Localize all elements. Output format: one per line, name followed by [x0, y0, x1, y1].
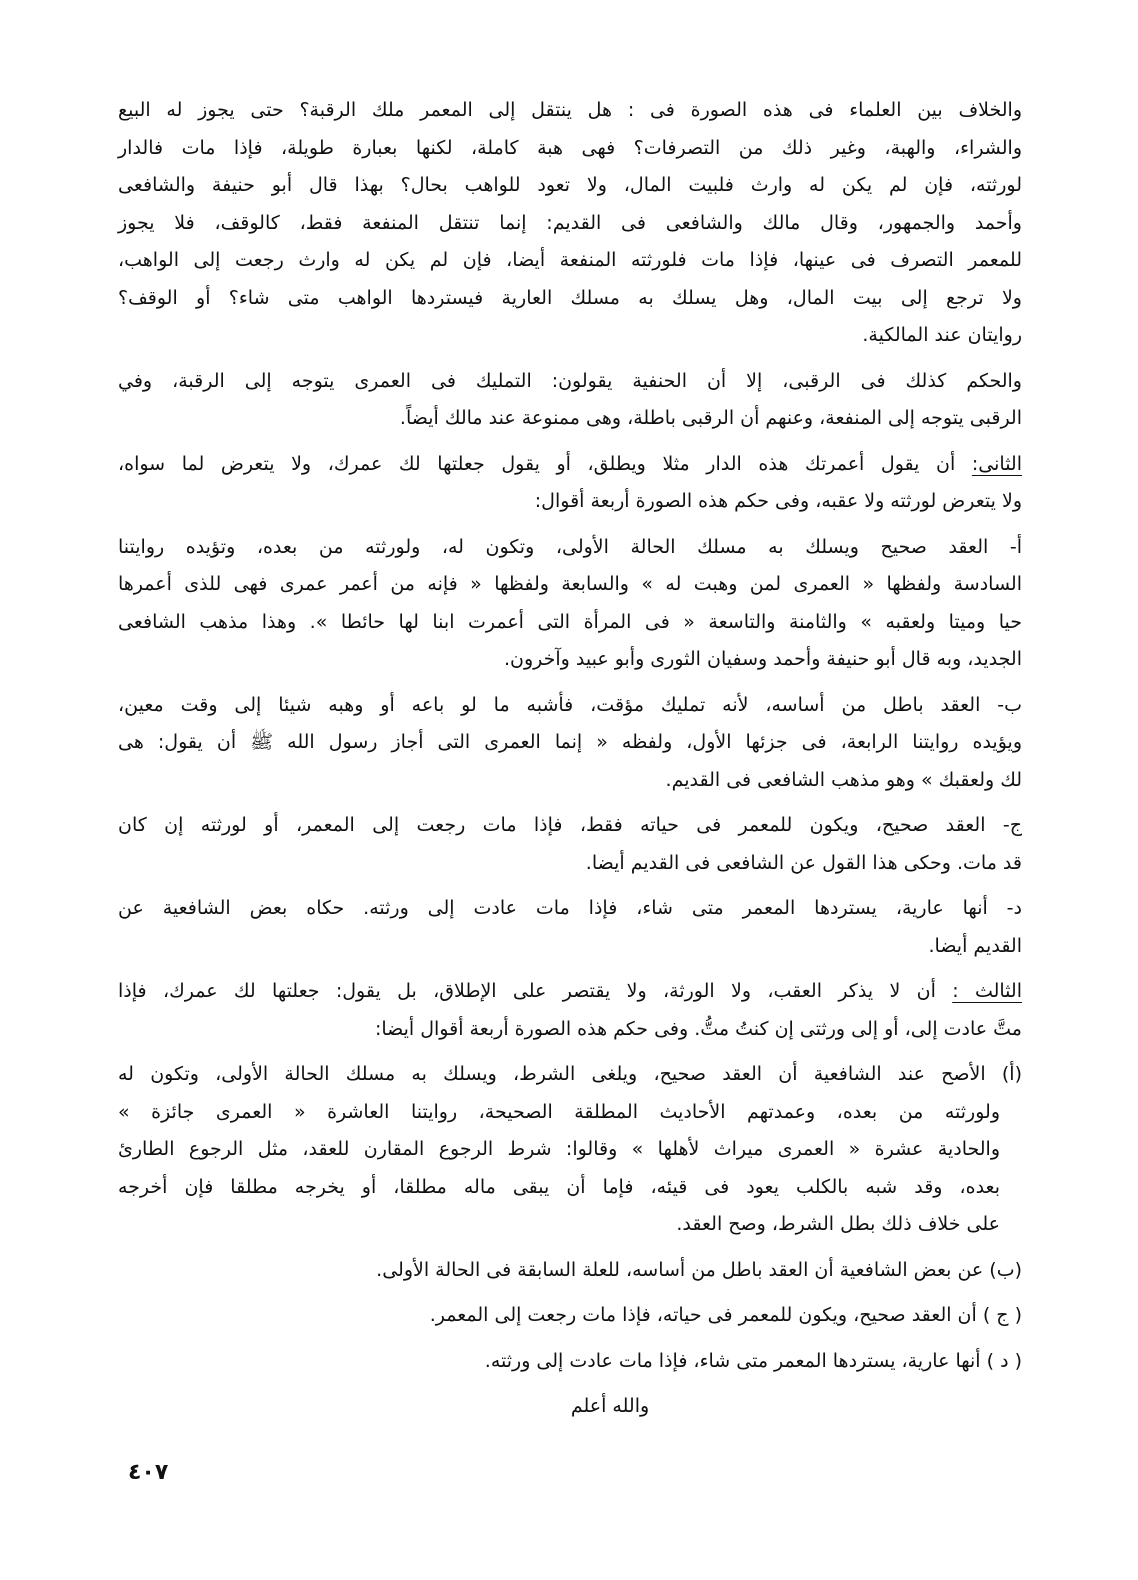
- text-line: قد مات. وحكى هذا القول عن الشافعى فى القديم أيضا.: [585, 851, 1022, 874]
- text-line: (أ) الأصح عند الشافعية أن العقد صحيح، ويلغى الشرط، ويسلك به مسلك الحالة الأولى، وتكون له: [118, 1063, 1022, 1085]
- text-line: ولا يتعرض لورثته ولا عقبه، وفى حكم هذه الصورة أربعة أقوال:: [534, 490, 1022, 512]
- text-line: [118, 446, 1022, 484]
- text-line: ( د ) أنها عارية، يستردها المعمر متى شاء، فإذا مات عادت إلى ورثته.: [484, 1349, 1022, 1372]
- text-line: السادسة ولفظها « العمرى لمن وهبت له » والسابعة ولفظها « فإنه من أعمر عمرى فهى للذى أعمرها: [118, 573, 1022, 595]
- section-heading: الثانى:: [971, 452, 1022, 475]
- text-line: ولا ترجع إلى بيت المال، وهل يسلك به مسلك العارية فيستردها الواهب متى شاء؟ أو الوقف؟: [118, 286, 1022, 309]
- text-line: الجديد، وبه قال أبو حنيفة وأحمد وسفيان الثورى وأبو عبيد وآخرون.: [503, 648, 1022, 670]
- text-line: بعده، وقد شبه بالكلب يعود فى قيئه، فإما أن يبقى ماله مطلقا، أو يخرجه مطلقا فإن أخرجه: [118, 1175, 1000, 1198]
- text-line: على خلاف ذلك بطل الشرط، وصح العقد.: [676, 1213, 1000, 1235]
- paragraph: [118, 973, 1022, 1048]
- text-line: للمعمر التصرف فى عينها، فإذا مات فلورثته المنفعة أيضا، فإن لم يكن له وارث رجعت إلى الواهب،: [118, 249, 1022, 271]
- paragraph: [118, 1343, 1022, 1381]
- text-line: الرقبى يتوجه إلى المنفعة، وعنهم أن الرقبى باطلة، وهى ممنوعة عند مالك أيضاً.: [399, 407, 1022, 429]
- text-line: وأحمد والجمهور، وقال مالك والشافعى فى القديم: إنما تنتقل المنفعة فقط، كالوقف، فلا يجوز: [118, 211, 1022, 234]
- paragraph: [118, 807, 1022, 882]
- text-line: لورثته، فإن لم يكن له وارث فلبيت المال، ولا تعود للواهب بحال؟ بهذا قال أبو حنيفة والشافعى: [118, 174, 1022, 196]
- section-heading: الثالث :: [952, 980, 1022, 1002]
- text-line: ( ج ) أن العقد صحيح، ويكون للمعمر فى حياته، فإذا مات رجعت إلى المعمر.: [429, 1304, 1022, 1326]
- text-line: ويؤيده روايتنا الرابعة، فى جزئها الأول، ولفظه « إنما العمرى التى أجاز رسول الله ﷺ أن يقول: هى: [118, 731, 1022, 753]
- paragraph: [118, 446, 1022, 521]
- text-line: ج- العقد صحيح، ويكون للمعمر فى حياته فقط، فإذا مات رجعت إلى المعمر، أو لورثته إن كان: [118, 814, 1022, 836]
- text-line: والحكم كذلك فى الرقبى، إلا أن الحنفية يقولون: التمليك فى العمرى يتوجه إلى الرقبة، وفي: [118, 369, 1022, 392]
- closing-phrase: والله أعلم: [570, 1395, 650, 1417]
- paragraph: [118, 1056, 1022, 1244]
- text-line: ولورثته من بعده، وعمدتهم الأحاديث المطلقة الصحيحة، روايتنا العاشرة « العمرى جائزة »: [118, 1100, 1000, 1123]
- text-line: [118, 973, 1022, 1011]
- text-line: والحادية عشرة « العمرى ميراث لأهلها » وقالوا: شرط الرجوع المقارن للعقد، مثل الرجوع الطارئ: [118, 1138, 1000, 1160]
- text-line: القديم أيضا.: [928, 934, 1022, 957]
- text-line: د- أنها عارية، يستردها المعمر متى شاء، فإذا مات عادت إلى ورثته. حكاه بعض الشافعية عن: [118, 897, 1022, 919]
- paragraph: [118, 363, 1022, 438]
- text-span: أن يقول أعمرتك هذه الدار مثلا ويطلق، أو يقول جعلتها لك عمرك، ولا يتعرض لما سواه،: [118, 452, 972, 475]
- document-body: [118, 92, 1022, 1426]
- paragraph: [118, 687, 1022, 800]
- text-span: أن لا يذكر العقب، ولا الورثة، ولا يقتصر على الإطلاق، بل يقول: جعلتها لك عمرك، فإذا: [118, 980, 953, 1002]
- paragraph: [118, 1297, 1022, 1335]
- text-line: ب- العقد باطل من أساسه، لأنه تمليك مؤقت، فأشبه ما لو باعه أو وهبه شيئا إلى وقت معين،: [118, 693, 1022, 716]
- text-line: متَّ عادت إلى، أو إلى ورثتى إن كنتُ متُّ. وفى حكم هذه الصورة أربعة أقوال أيضا:: [374, 1017, 1022, 1040]
- paragraph: [118, 92, 1022, 355]
- paragraph: [118, 890, 1022, 965]
- paragraph: [118, 529, 1022, 679]
- text-line: والشراء، والهبة، وغير ذلك من التصرفات؟ فهى هبة كاملة، لكنها بعبارة طويلة، فإذا مات فالدار: [118, 136, 1022, 159]
- text-line: أ- العقد صحيح ويسلك به مسلك الحالة الأولى، وتكون له، ولورثته من بعده، وتؤيده روايتنا: [118, 535, 1022, 558]
- page-number: ٤٠٧: [128, 1460, 169, 1485]
- text-line: (ب) عن بعض الشافعية أن العقد باطل من أساسه، للعلة السابقة فى الحالة الأولى.: [376, 1258, 1022, 1281]
- text-line: والخلاف بين العلماء فى هذه الصورة فى : هل ينتقل إلى المعمر ملك الرقبة؟ حتى يجوز له البيع: [118, 99, 1022, 121]
- text-line: لك ولعقبك » وهو مذهب الشافعى فى القديم.: [665, 768, 1022, 791]
- paragraph: [118, 1252, 1022, 1290]
- text-line: روايتان عند المالكية.: [862, 324, 1022, 346]
- text-line: حيا وميتا ولعقبه » والثامنة والتاسعة « فى المرأة التى أعمرت ابنا لها حائطا ». وهذا مذهب الشافعى: [118, 610, 1022, 633]
